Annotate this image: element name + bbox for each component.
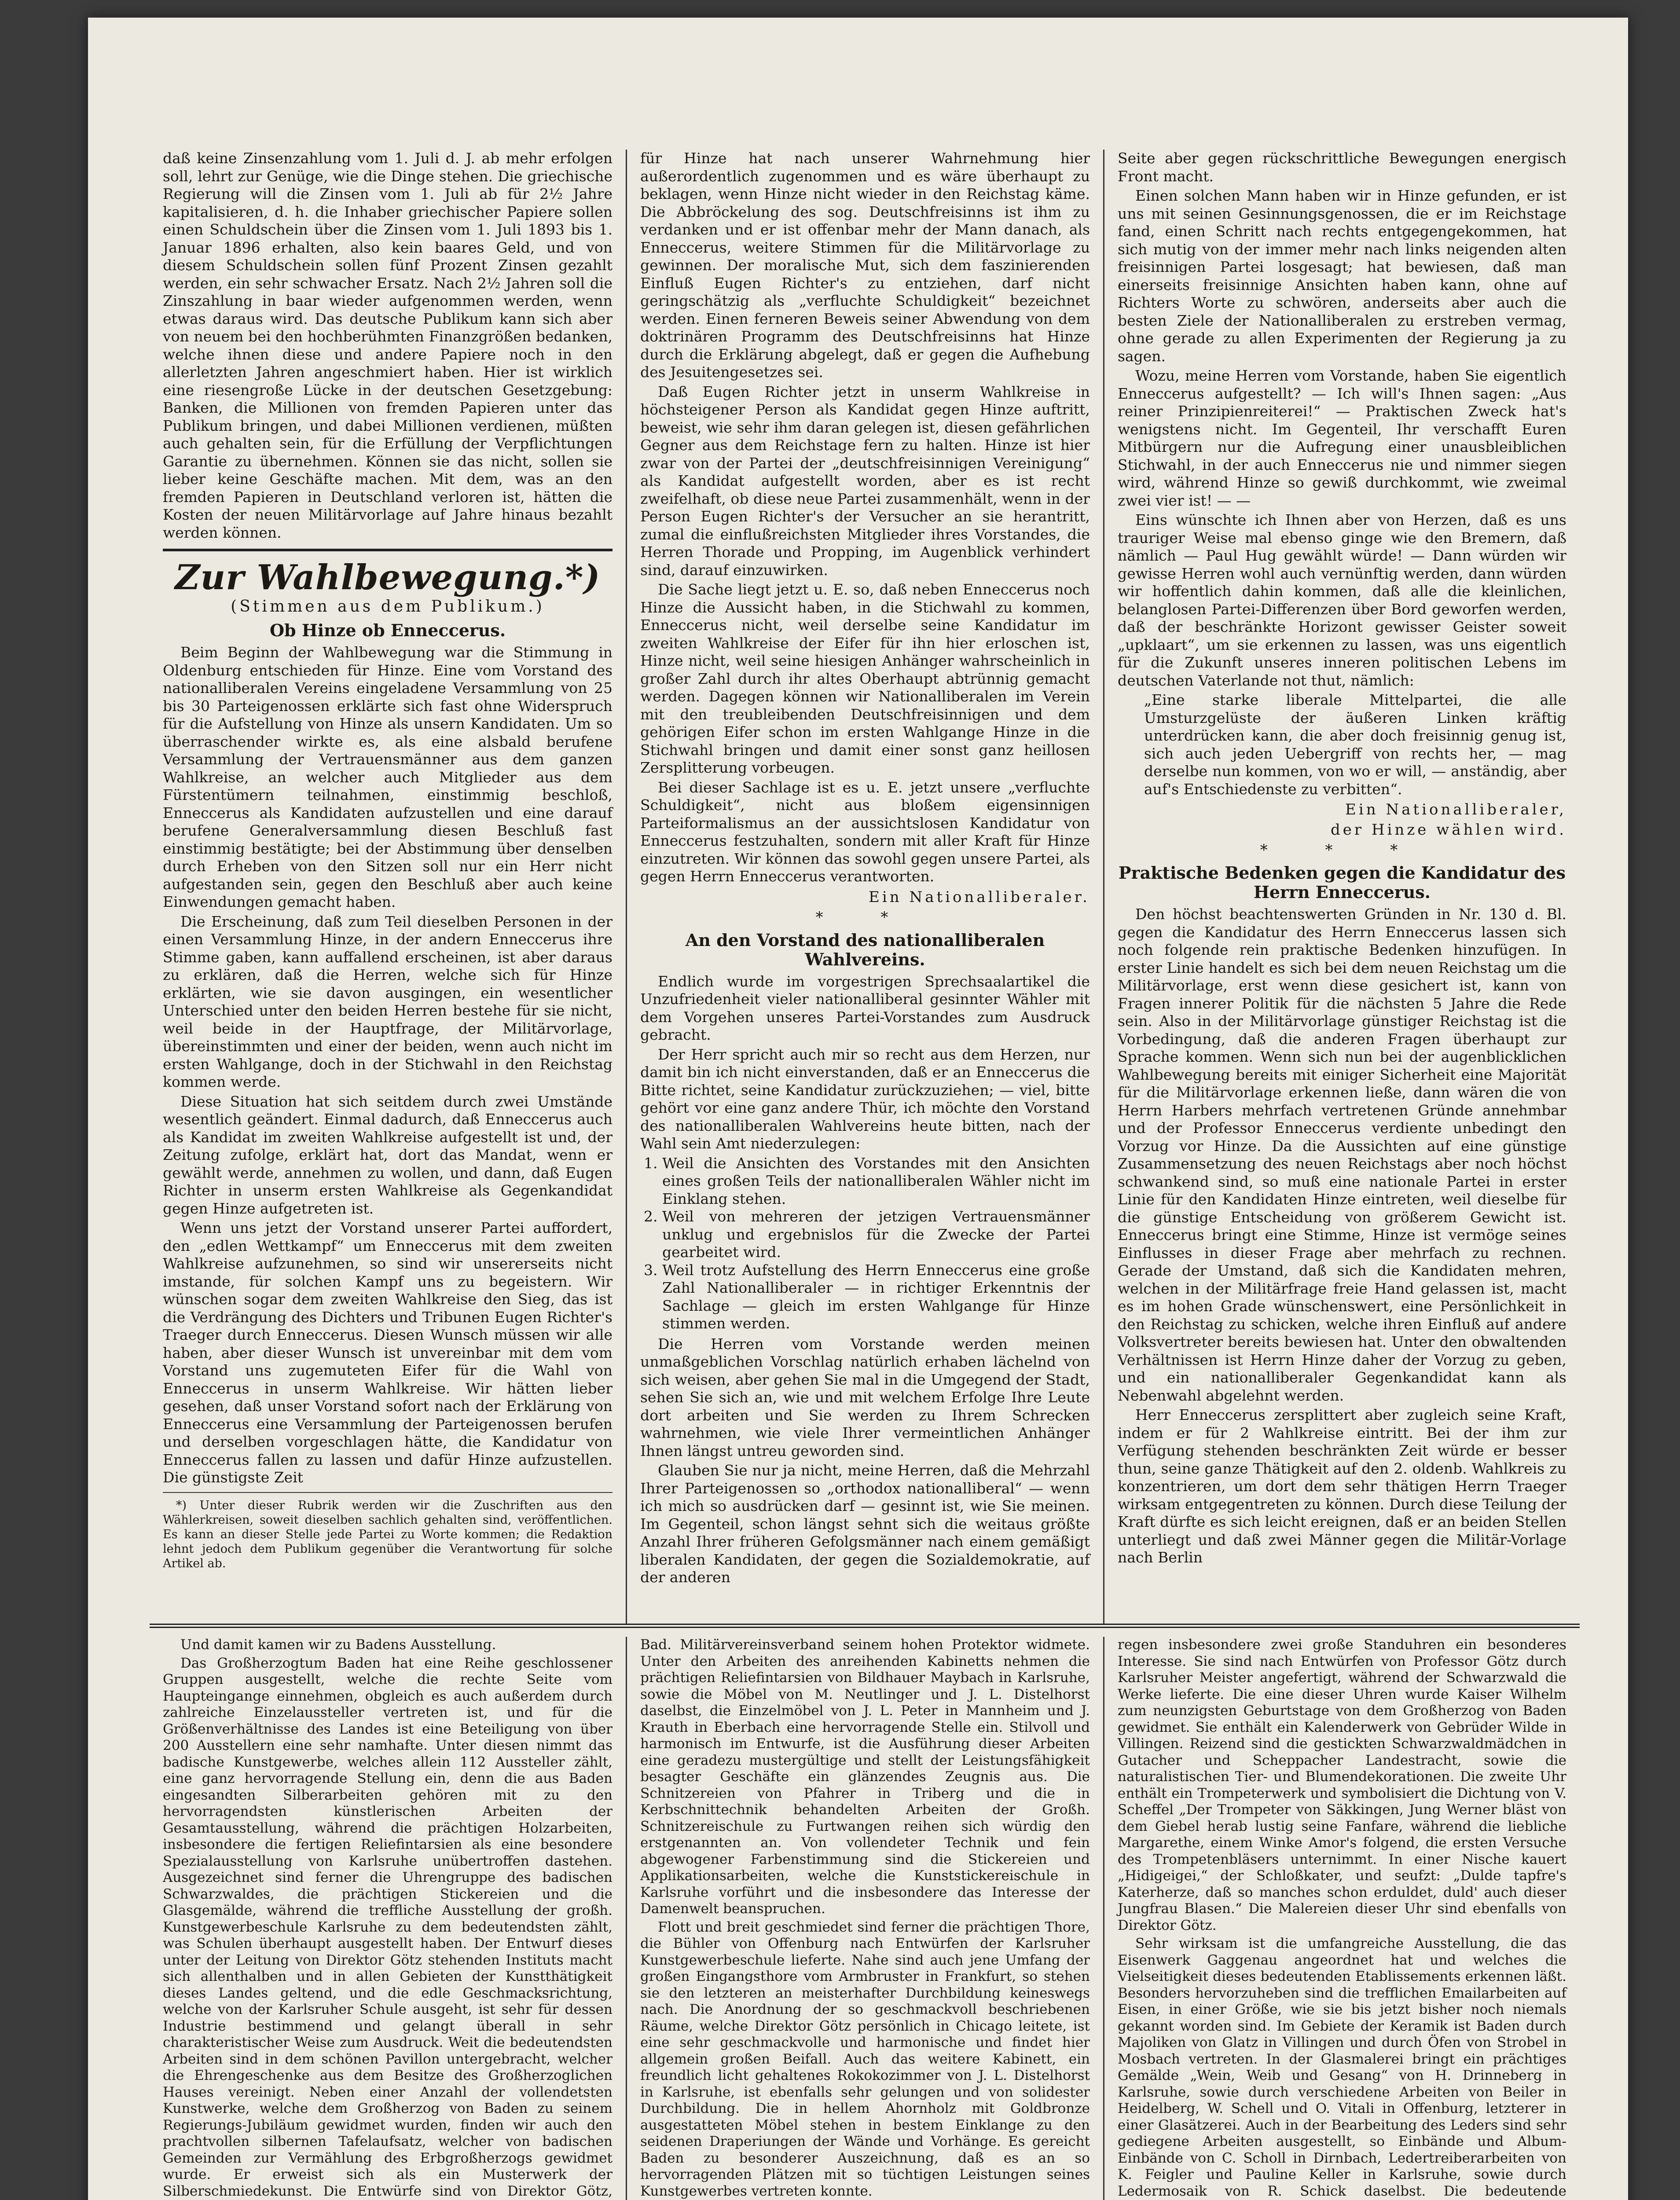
paragraph: Wenn uns jetzt der Vorstand unserer Partei auffordert, den „edlen Wettkampf“ um Enneccerus mit dem zweiten Wahlkreise aufzunehmen, so sind wir unsererseits nicht imstande, für solchen Kampf uns zu begeistern. Wir wünschen sogar dem zweiten Wahlkreise den Sieg, das ist die Verdrängung des Dichters und Tribunen Eugen Richter's Traeger durch Enneccerus. Diesen Wunsch müssen wir alle haben, aber dieser Wunsch ist unvereinbar mit dem vom Vorstand uns zugemuteten Eifer für die Wahl von Enneccerus in unserm Wahlkreise. Wir hätten lieber gesehen, daß unser Vorstand sofort nach der Erklärung von Enneccerus eine Versammlung der Parteigenossen berufen und derselben vorgeschlagen hätte, die Kandidatur von Enneccerus fallen zu lassen und dafür Hinze aufzustellen. Die günstigste Zeit: [163, 1219, 613, 1486]
signature: Ein Nationalliberaler.: [869, 888, 1090, 906]
signature-line-1: Ein Nationalliberaler,: [1345, 801, 1566, 818]
paragraph: Den höchst beachtenswerten Gründen in Nr. 130 d. Bl. gegen die Kandidatur des Herrn Enneccerus lassen sich noch folgende rein praktische Bedenken hinzufügen. In erster Linie handelt es sich bei dem neuen Reichstag um die Militärvorlage, erst wenn diese gesichert ist, kann von Fragen innerer Politik für die nächsten 5 Jahre die Rede sein. Also in der Militärvorlage günstiger Reichstag ist die Vorbedingung, daß die anderen Fragen überhaupt zur Sprache kommen. Wenn sich nun bei der augenblicklichen Wahlbewegung bereits mit einiger Sicherheit eine Majorität für die Militärvorlage erkennen ließe, dann wären die von Herrn Harbers mehrfach vertretenen Gründe annehmbar und der Professor Enneccerus verdiente unbedingt den Vorzug vor Hinze. Da die Aussichten auf eine günstige Zusammensetzung des neuen Reichstags aber noch höchst schwankend sind, so muß eine nationale Partei in erster Linie für den Kandidaten Hinze eintreten, weil dieselbe für die günstige Entscheidung von größerem Gewicht ist. Enneccerus bringt eine Stimme, Hinze ist vermöge seines Einflusses in dieser Frage aber mehrfach zu rechnen. Gerade der Umstand, daß sich die Kandidaten mehren, welchen in der Militärfrage freie Hand gelassen ist, macht es im hohen Grade wünschenswert, eine Persönlichkeit in den Reichstag zu schicken, welche ihren Einfluß auf andere Volksvertreter bereits bewiesen hat. Unter den obwaltenden Verhältnissen ist Herrn Hinze daher der Vorzug zu geben, und ein nationalliberaler Gegenkandidat kann als Nebenwahl abgelehnt werden.: [1118, 906, 1566, 1404]
bottom-column-3: [1104, 1637, 1580, 2200]
feuilleton-divider: [150, 1624, 1580, 1628]
paragraph: Seite aber gegen rückschrittliche Bewegungen energisch Front macht.: [1118, 150, 1566, 185]
paragraph: Die Sache liegt jetzt u. E. so, daß neben Enneccerus noch Hinze die Aussicht haben, in die Stichwahl zu kommen, Enneccerus nicht, weil derselbe seine Kandidatur im zweiten Wahlkreise der Eifer für ihn hier erloschen ist, Hinze nicht, weil seine hiesigen Anhänger wahrscheinlich in großer Zahl durch ihr altes Oberhaupt abtrünnig gemacht werden. Dagegen können wir Nationalliberalen im Verein mit den treubleibenden Deutschfreisinnigen und dem gehörigen Eifer schon im ersten Wahlgange Hinze in die Stichwahl bringen und damit einer sonst ganz heillosen Zersplitterung vorbeugen.: [640, 581, 1090, 776]
newspaper-page: [150, 150, 1580, 2200]
paragraph: Diese Situation hat sich seitdem durch zwei Umstände wesentlich geändert. Einmal dadurch, daß Enneccerus auch als Kandidat im zweiten Wahlkreise aufgestellt ist und, der Zeitung zufolge, erklärt hat, dort das Mandat, wenn er gewählt werde, annehmen zu wollen, und dann, daß Eugen Richter in unserm ersten Wahlkreise als Gegenkandidat gegen Hinze aufgetreten ist.: [163, 1093, 613, 1217]
article-title-hinze-enneccerus: Ob Hinze ob Enneccerus.: [269, 620, 506, 640]
top-section: [150, 150, 1580, 1624]
footnote: [163, 1498, 613, 1571]
paragraph: Einen solchen Mann haben wir in Hinze gefunden, er ist uns mit seinen Gesinnungsgenossen, die er im Reichstage fand, einen Schritt nach rechts entgegengekommen, hat sich mutig von der immer mehr nach links neigenden alten freisinnigen Partei losgesagt; hat bewiesen, daß man einerseits freisinnige Ansichten haben kann, ohne auf Richters Worte zu schwören, anderseits aber auch die besten Ziele der Nationalliberalen zu erstreben vermag, ohne gerade zu allen Experimenten der Regierung ja zu sagen.: [1118, 187, 1566, 365]
separator-stars: * * *: [1260, 841, 1424, 859]
list-item: 2. Weil von mehreren der jetzigen Vertrauensmänner unklug und ergebnislos für die Zwecke der Partei gearbeitet wird.: [662, 1208, 1090, 1261]
greek-bonds-paragraph: daß keine Zinsenzahlung vom 1. Juli d. J. ab mehr erfolgen soll, lehrt zur Genüge, wie die Dinge stehen. Die griechische Regierung will die Zinsen vom 1. Juli ab für 2½ Jahre kapitalisieren, d. h. die Inhaber griechischer Papiere sollen einen Schuldschein über die Zinsen vom 1. Juli 1893 bis 1. Januar 1896 erhalten, also kein baares Geld, und von diesem Schuldschein sollen fünf Prozent Zinsen gezahlt werden, ein sehr schwacher Ersatz. Nach 2½ Jahren soll die Zinszahlung in baar wieder aufgenommen werden, wenn etwas daraus wird. Das deutsche Publikum kann sich aber von neuem bei den hochberühmten Finanzgrößen bedanken, welche ihnen diese und andere Papiere noch in den allerletzten Jahren angeschmiert haben. Hier ist wirklich eine riesengroße Lücke in der deutschen Gesetzgebung: Banken, die Millionen von fremden Papieren unter das Publikum bringen, und dabei Millionen verdienen, müßten auch gehalten sein, für die Erfüllung der Verpflichtungen Garantie zu übernehmen. Können sie das nicht, sollen sie lieber keine Geschäfte machen. Mit dem, was an den fremden Papieren in Deutschland verloren ist, hätten die Kosten der neuen Militärvorlage auf Jahre hinaus bezahlt werden können.: [163, 150, 613, 541]
column-3: [1104, 150, 1580, 1624]
newspaper-sheet: [88, 18, 1628, 2200]
paragraph: für Hinze hat nach unserer Wahrnehmung hier außerordentlich zugenommen und es wäre überhaupt zu beklagen, wenn Hinze nicht wieder in den Reichstag käme. Die Abbröckelung des sog. Deutschfreisinns ist ihm zu verdanken und er ist offenbar mehr der Mann danach, als Enneccerus, weitere Stimmen für die Militärvorlage zu gewinnen. Der moralische Mut, sich dem faszinierenden Einfluß Eugen Richter's zu entziehen, darf nicht geringschätzig als „verfluchte Schuldigkeit“ bezeichnet werden. Einen ferneren Beweis seiner Abwendung von dem doktrinären Programm des Deutschfreisinns hat Hinze durch die Erklärung abgelegt, daß er gegen die Aufhebung des Jesuitengesetzes sei.: [640, 150, 1090, 381]
paragraph: Wozu, meine Herren vom Vorstande, haben Sie eigentlich Enneccerus aufgestellt? — Ich will's Ihnen sagen: „Aus reiner Prinzipienreiterei!“ — Praktischen Zweck hat's wenigstens nicht. Im Gegenteil, Ihr verschafft Euren Mitbürgern nur die Aufregung einer unausbleiblichen Stichwahl, in der auch Enneccerus nie und nimmer siegen wird, während Hinze so gewiß durchkommt, wie zweimal zwei vier ist! — —: [1118, 367, 1566, 509]
paragraph: Glauben Sie nur ja nicht, meine Herren, daß die Mehrzahl Ihrer Parteigenossen so „orthodox nationalliberal“ — wenn ich mich so ausdrücken darf — gesinnt ist, wie Sie meinen. Im Gegenteil, schon längst sehnt sich die weitaus größte Anzahl Ihrer früheren Gefolgsmänner nach einem gemäßigt liberalen Kandidaten, der gegen die Sozialdemokratie, auf der anderen: [640, 1462, 1090, 1586]
quote-text: „Eine starke liberale Mittelpartei, die alle Umsturzgelüste der äußeren Linken kräftig unterdrücken kann, die aber doch freisinnig genug ist, sich auch jeden Uebergriff von rechts her, — mag derselbe nun kommen, von wo er will, — anständig, aber auf's Entschiedenste zu verbitten“.: [1144, 691, 1566, 798]
paragraph: Die Erscheinung, daß zum Teil dieselben Personen in der einen Versammlung Hinze, in der andern Enneccerus ihre Stimme gaben, kann auffallend erscheinen, ist aber daraus zu erklären, daß die Herren, welche sich für Hinze erklärten, wie sie davon ausgingen, ein wesentlicher Unterschied unter den beiden Herren bestehe für sie nicht, weil beide in der Hauptfrage, der Militärvorlage, übereinstimmten und einer der beiden, wenn auch nicht im ersten Wahlgange, doch in der Stichwahl in den Reichstag kommen werde.: [163, 913, 613, 1090]
separator-stars: * *: [815, 908, 915, 926]
list-item: 1. Weil die Ansichten des Vorstandes mit den Ansichten eines großen Teils der nationalliberalen Wähler nicht im Einklang stehen.: [662, 1155, 1090, 1208]
bottom-column-2: [627, 1637, 1104, 2200]
bottom-section: [150, 1637, 1580, 2200]
paragraph: Daß Eugen Richter jetzt in unserm Wahlkreise in höchsteigener Person als Kandidat gegen Hinze auftritt, beweist, wie sehr ihm daran gelegen ist, diesen gefährlichen Gegner aus dem Reichstage fern zu halten. Hinze ist hier zwar von der Partei der „deutschfreisinnigen Vereinigung“ als Kandidat aufgestellt worden, aber es ist recht zweifelhaft, ob diese neue Partei zusammenhält, wenn in der Person Eugen Richter's der Versucher an sie herantritt, zumal die einflußreichsten Mitglieder ihres Vorstandes, die Herren Thorade und Propping, im Augenblick verhindert sind, darauf einzuwirken.: [640, 383, 1090, 579]
paragraph: Endlich wurde im vorgestrigen Sprechsaalartikel die Unzufriedenheit vieler nationalliberal gesinnter Wähler mit dem Vorgehen unseres Partei-Vorstandes zum Ausdruck gebracht.: [640, 972, 1090, 1043]
signature-line-2: der Hinze wählen wird.: [1331, 821, 1566, 839]
paragraph: Bei dieser Sachlage ist es u. E. jetzt unsere „verfluchte Schuldigkeit“, nicht aus bloßem eigensinnigen Parteiformalismus an der aussichtslosen Kandidatur von Enneccerus festzuhalten, sondern mit aller Kraft für Hinze einzutreten. Wir können das sowohl gegen unsere Partei, als gegen Herrn Enneccerus verantworten.: [640, 778, 1090, 885]
paragraph: Und damit kamen wir zu Badens Ausstellung.: [180, 1637, 496, 1653]
column-2: [627, 150, 1104, 1624]
quote-block: [1118, 691, 1566, 798]
paragraph: regen insbesondere zwei große Standuhren ein besonderes Interesse. Sie sind nach Entwürfen von Professor Götz durch Karlsruher Meister angefertigt, während der Schwarzwald die Werke lieferte. Die eine dieser Uhren wurde Kaiser Wilhelm zum neunzigsten Geburtstage von dem Großherzog von Baden gewidmet. Sie enthält ein Kalenderwerk von Gebrüder Wilde in Villingen. Reizend sind die gestickten Schwarzwaldmädchen in Gutacher und Scheppacher Landestracht, sowie die naturalistischen Tier- und Blumendekorationen. Die zweite Uhr enthält ein Trompeterwerk und symbolisiert die Dichtung von V. Scheffel „Der Trompeter von Säkkingen, Jung Werner bläst von dem Giebel herab lustig seine Fanfare, während die liebliche Margarethe, einem Winke Amor's folgend, die ersten Versuche des Trompetenbläsers unternimmt. In einer Nische kauert „Hidigeigei,“ der Schloßkater, und seufzt: „Dulde tapfre's Katerherze, daß so manches schon erduldet, duld' auch dieser Jungfrau Blasen.“ Die Malereien dieser Uhr sind ebenfalls von Direktor Götz.: [1118, 1637, 1566, 1933]
bottom-column-1: [150, 1637, 627, 2200]
article-title-bedenken: Praktische Bedenken gegen die Kandidatur des Herrn Enneccerus.: [1119, 863, 1566, 902]
paragraph: Das Großherzogtum Baden hat eine Reihe geschlossener Gruppen ausgestellt, welche die rechte Seite vom Haupteingange einnehmen, obgleich es auch außerdem durch zahlreiche Einzelaussteller vertreten ist, und für die Größenverhältnisse des Landes ist eine Beteiligung von über 200 Ausstellern eine sehr namhafte. Unter diesen nimmt das badische Kunstgewerbe, welches allein 112 Aussteller zählt, eine ganz hervorragende Stellung ein, denn die aus Baden eingesandten Silberarbeiten gehören mit zu den hervorragendsten künstlerischen Arbeiten der Gesamtausstellung, während die prächtigen Holzarbeiten, insbesondere die fertigen Reliefintarsien als eine besondere Spezialausstellung von Karlsruhe unübertroffen dastehen. Ausgezeichnet sind ferner die Uhrengruppe des badischen Schwarzwaldes, die prächtigen Stickereien und die Glasgemälde, während die treffliche Ausstellung der großh. Kunstgewerbeschule Karlsruhe zu dem bedeutendsten zählt, was Schulen überhaupt ausgestellt haben. Der Entwurf dieses unter der Leitung von Direktor Götz stehenden Instituts macht sich allenthalben und in allen Gebieten der Kunstthätigkeit dieses Landes geltend, und die edle Geschmacksrichtung, welche von der Karlsruher Schule ausgeht, ist sehr für dessen Industrie bestimmend und gelangt überall in sehr charakteristischer Weise zum Ausdruck. Weit die bedeutendsten Arbeiten sind in dem schönen Pavillon untergebracht, welcher die Ehrengeschenke aus dem Besitze des Großherzoglichen Hauses vereinigt. Neben einer Anzahl der vollendetsten Kunstwerke, welche dem Großherzog von Baden zu seinem Regierungs-Jubiläum gewidmet wurden, finden wir auch den prachtvollen silbernen Tafelaufsatz, welcher von badischen Gemeinden zur Vermählung des Erbgroßherzogs gewidmet wurde. Er erweist sich als ein Musterwerk der Silberschmiedekunst. Die Entwürfe sind von Direktor Götz,: [163, 1655, 613, 2199]
paragraph: Beim Beginn der Wahlbewegung war die Stimmung in Oldenburg entschieden für Hinze. Eine vom Vorstand des nationalliberalen Vereins eingeladene Versammlung von 25 bis 30 Parteigenossen erklärte sich fast ohne Widerspruch für die Aufstellung von Hinze als unsern Kandidaten. Um so überraschender wirkte es, als eine alsbald berufene Versammlung der Vertrauensmänner aus dem ganzen Wahlkreise, an welcher auch Mitglieder aus dem Fürstentümern teilnahmen, einstimmig beschloß, Enneccerus als Kandidaten aufzustellen und eine darauf berufene Generalversammlung diesen Beschluß fast einstimmig bestätigte; bei der Abstimmung über denselben durch Erheben von den Sitzen soll nur ein Herr nicht aufgestanden sein, gegen den Beschluß aber auch keine Einwendungen gemacht haben.: [163, 644, 613, 910]
paragraph: Sehr wirksam ist die umfangreiche Ausstellung, die das Eisenwerk Gaggenau angeordnet hat und welches die Vielseitigkeit dieses bedeutenden Etablissements erkennen läßt. Besonders hervorzuheben sind die trefflichen Emailarbeiten auf Eisen, in einer Größe, wie sie bis jetzt bisher noch niemals gekannt worden sind. Im Gebiete der Keramik ist Baden durch Majoliken von Glatz in Villingen und durch Öfen von Strobel in Mosbach vertreten. In der Glasmalerei bringt ein prächtiges Gemälde „Wein, Weib und Gesang“ von H. Drinneberg in Karlsruhe, sowie durch verschiedene Arbeiten von Beiler in Heidelberg, W. Schell und O. Vitali in Offenburg, letzterer in einer Glasätzerei. Auch in der Bearbeitung des Leders sind sehr gediegene Arbeiten ausgestellt, so Einbände und Album-Einbände von C. Scholl in Dirnbach, Ledertreiberarbeiten von K. Feigler und Pauline Keller in Karlsruhe, sowie durch Ledermosaik von R. Schick daselbst. Die bedeutende: [1118, 1936, 1566, 2199]
section-subheading: (Stimmen aus dem Publikum.): [231, 598, 545, 616]
paragraph: Eins wünschte ich Ihnen aber von Herzen, daß es uns trauriger Weise mal ebenso ginge wie den Bremern, daß nämlich — Paul Hug gewählt würde! — Dann würden wir gewisse Herren wohl auch vernünftig werden, dann würden wir hoffentlich dahin kommen, daß alle die kleinlichen, belanglosen Partei-Differenzen über Bord geworfen werden, daß der beschränkte Horizont gewisser Geister soweit „upklaart“, um sie erkennen zu lassen, was uns eigentlich für die Zukunft unseres inneren politischen Lebens im deutschen Vaterlande not thut, nämlich:: [1118, 511, 1566, 689]
article-title-vorstand: An den Vorstand des nationalliberalen Wahlvereins.: [685, 930, 1045, 969]
list-item: 3. Weil trotz Aufstellung des Herrn Enneccerus eine große Zahl Nationalliberaler — in richtiger Erkenntnis der Sachlage — gleich im ersten Wahlgange für Hinze stimmen werden.: [662, 1261, 1090, 1333]
paragraph: Herr Enneccerus zersplittert aber zugleich seine Kraft, indem er für 2 Wahlkreise eintritt. Bei der ihm zur Verfügung stehenden beschränkten Zeit würde er besser thun, seine ganze Thätigkeit auf den 2. oldenb. Wahlkreis zu konzentrieren, um dort dem sehr thätigen Herrn Traeger wirksam entgegentreten zu können. Durch diese Teilung der Kraft dürfte es sich leicht ereignen, daß er an beiden Stellen unterliegt und daß zwei Männer gegen die Militär-Vorlage nach Berlin: [1118, 1406, 1566, 1566]
paragraph: Die Herren vom Vorstande werden meinen unmaßgeblichen Vorschlag natürlich erhaben lächelnd von sich weisen, aber gehen Sie mal in die Umgegend der Stadt, sehen Sie sich an, wie und mit welchem Erfolge Ihre Leute dort arbeiten und Sie werden zu Ihrem Schrecken wahrnehmen, wie viele Ihrer vermeintlichen Anhänger Ihnen längst untreu geworden sind.: [640, 1335, 1090, 1459]
paragraph: Flott und breit geschmiedet sind ferner die prächtigen Thore, die Bühler von Offenburg nach Entwürfen der Karlsruher Kunstgewerbeschule lieferte. Nahe sind auch jene Umfang der großen Eingangsthore vom Armbruster in Frankfurt, so stehen sie den letzteren an meisterhafter Durchbildung keineswegs nach. Die Anordnung der so geschmackvoll beschriebenen Räume, welche Direktor Götz persönlich in Chicago leitete, ist eine sehr geschmackvolle und harmonische und findet hier allgemein großen Beifall. Auch das weitere Kabinett, ein freundlich licht gehaltenes Rokokozimmer von J. L. Distelhorst in Karlsruhe, ist ebenfalls sehr gelungen und von solidester Durchbildung. Die in hellem Ahornholz mit Goldbronze ausgestatteten Möbel stehen in bestem Einklange zu den seidenen Draperiungen der Wände und Vorhänge. Es gereicht Baden zu besonderer Auszeichnung, daß es an so hervorragenden Plätzen mit so tüchtigen Leistungen seines Kunstgewerbes vertreten konnte.: [640, 1919, 1090, 2199]
column-1: [150, 150, 627, 1624]
section-rule: [163, 549, 613, 551]
paragraph: Bad. Militärvereinsverband seinem hohen Protektor widmete. Unter den Arbeiten des anreihenden Kabinetts nehmen die prächtigen Reliefintarsien von Bildhauer Maybach in Karlsruhe, sowie die Möbel von M. Neutlinger und J. L. Distelhorst daselbst, die Einzelmöbel von J. L. Peter in Mannheim und J. Krauth in Eberbach eine hervorragende Stelle ein. Stilvoll und harmonisch im Entwurfe, ist die Ausführung dieser Arbeiten eine geradezu mustergültige und stellt der Leistungsfähigkeit besagter Geschäfte ein glänzendes Zeugnis aus. Die Schnitzereien von Pfahrer in Triberg und die in Kerbschnittechnik behandelten Arbeiten der Großh. Schnitzereischule zu Furtwangen reihen sich würdig den erstgenannten an. Von vollendeter Technik und fein abgewogener Farbenstimmung sind die Stickereien und Applikationsarbeiten, welche die Kunststickereischule in Karlsruhe vorführt und die insbesondere das Interesse der Damenwelt beanspruchen.: [640, 1637, 1090, 1917]
section-heading: Zur Wahlbewegung.*): [175, 557, 601, 598]
footnote-text: *) Unter dieser Rubrik werden wir die Zuschriften aus den Wählerkreisen, soweit dieselben sachlich gehalten sind, veröffentlichen. Es kann an dieser Stelle jede Partei zu Worte kommen; die Redaktion lehnt jedoch dem Publikum gegenüber die Verantwortung für solche Artikel ab.: [163, 1498, 613, 1570]
numbered-list: [640, 1155, 1090, 1333]
footnote-rule: [163, 1492, 613, 1493]
paragraph: Der Herr spricht auch mir so recht aus dem Herzen, nur damit bin ich nicht einverstanden, daß er an Enneccerus die Bitte richtet, seine Kandidatur zurückzuziehen; — viel, bitte gehört vor eine ganz andere Thür, ich möchte den Vorstand des nationalliberalen Wahlvereins heute bitten, nach der Wahl sein Amt niederzulegen:: [640, 1045, 1090, 1152]
